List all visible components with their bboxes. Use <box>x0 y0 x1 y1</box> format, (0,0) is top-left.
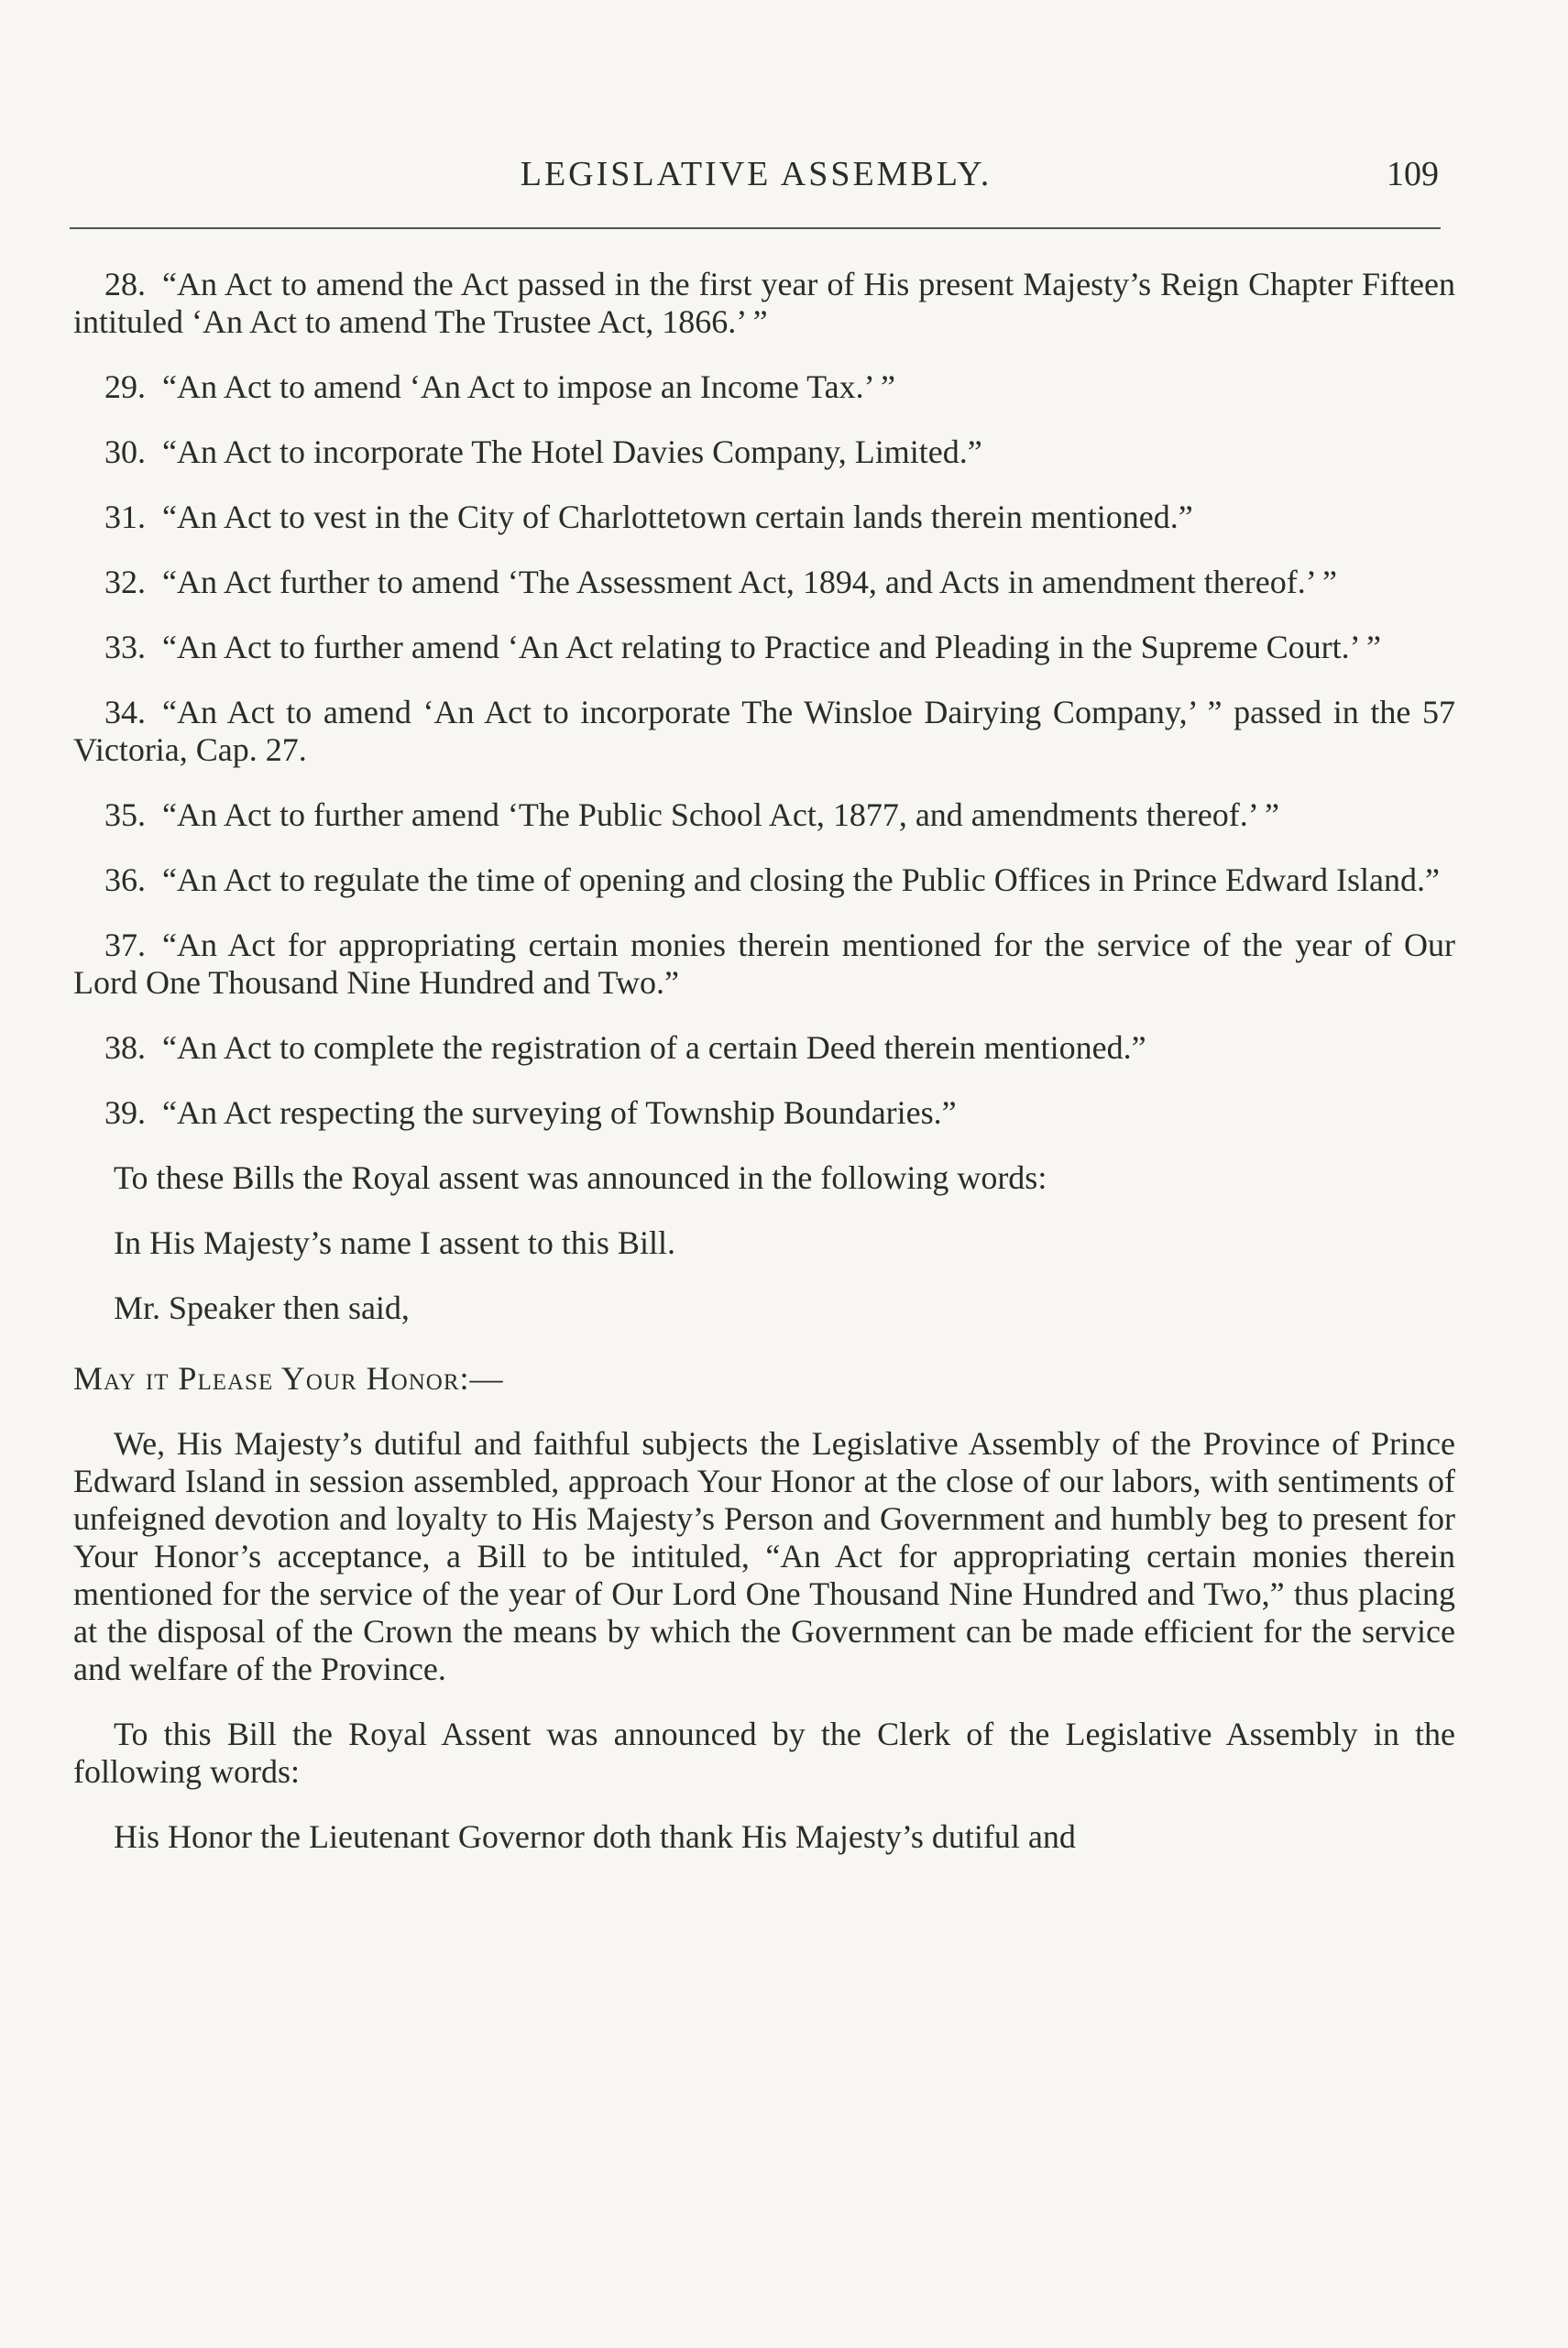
bill-number: 30. <box>104 433 146 470</box>
bill-title: “An Act to amend ‘An Act to impose an Income Tax.’ ” <box>162 368 895 405</box>
bill-title: “An Act to amend ‘An Act to incorporate The Winsloe Dairying Company,’ ” passed in the 57 Victoria, Cap. 27. <box>73 694 1455 768</box>
bill-title: “An Act to incorporate The Hotel Davies Company, Limited.” <box>162 433 982 470</box>
bill-number: 33. <box>104 629 146 665</box>
final-line: His Honor the Lieutenant Governor doth thank His Majesty’s dutiful and <box>114 1818 1076 1855</box>
bill-number: 38. <box>104 1029 146 1066</box>
bill-entry <box>73 368 1455 406</box>
bill-title: “An Act to further amend ‘An Act relating to Practice and Pleading in the Supreme Court.’ ” <box>162 629 1381 665</box>
bill-entry <box>73 1094 1455 1132</box>
bill-number: 35. <box>104 796 146 833</box>
address-heading: May it Please Your Honor:— <box>73 1360 504 1397</box>
speaker-line: Mr. Speaker then said, <box>114 1289 410 1326</box>
assent-intro: To these Bills the Royal assent was announced in the following words: <box>114 1159 1047 1196</box>
bill-number: 32. <box>104 564 146 600</box>
bill-title: “An Act to regulate the time of opening and closing the Public Offices in Prince Edward Island.” <box>162 861 1440 898</box>
bill-number: 28. <box>104 266 146 302</box>
bill-entry <box>73 266 1455 341</box>
page-header <box>73 154 1439 200</box>
bill-number: 34. <box>104 694 146 730</box>
bill-number: 39. <box>104 1094 146 1131</box>
bill-title: “An Act to further amend ‘The Public School Act, 1877, and amendments thereof.’ ” <box>162 796 1279 833</box>
bill-number: 36. <box>104 861 146 898</box>
page-body <box>73 266 1455 1883</box>
bill-title: “An Act for appropriating certain monies therein mentioned for the service of the year of Our Lord One Thousand Nine Hundred and Two.” <box>73 927 1455 1001</box>
bill-entry <box>73 629 1455 666</box>
bill-entry <box>73 499 1455 536</box>
header-rule <box>70 227 1441 229</box>
page-number: 109 <box>1387 155 1439 193</box>
clerk-intro: To this Bill the Royal Assent was announced by the Clerk of the Legislative Assembly in the following words: <box>73 1716 1455 1790</box>
bill-entry <box>73 433 1455 471</box>
bill-title: “An Act further to amend ‘The Assessment Act, 1894, and Acts in amendment thereof.’ ” <box>162 564 1337 600</box>
assent-words: In His Majesty’s name I assent to this Bill. <box>114 1224 675 1261</box>
bill-title: “An Act to complete the registration of a certain Deed therein mentioned.” <box>162 1029 1146 1066</box>
bill-entry <box>73 1029 1455 1067</box>
bill-number: 31. <box>104 499 146 535</box>
address-paragraph: We, His Majesty’s dutiful and faithful subjects the Legislative Assembly of the Province of Prince Edward Island in session assembled, approach Your Honor at the close of our labors, with sentiments of unfeigned devotion and loyalty to His Majesty’s Person and Government and humbly beg to present for Your Honor’s acceptance, a Bill to be intituled, “An Act for appropriating certain monies therein mentioned for the service of the year of Our Lord One Thousand Nine Hundred and Two,” thus placing at the disposal of the Crown the means by which the Government can be made efficient for the service and welfare of the Province. <box>73 1425 1455 1687</box>
bill-number: 37. <box>104 927 146 963</box>
bill-entry <box>73 861 1455 899</box>
bill-entry <box>73 927 1455 1002</box>
bill-entry <box>73 694 1455 769</box>
bill-title: “An Act to amend the Act passed in the first year of His present Majesty’s Reign Chapter Fifteen intituled ‘An Act to amend The Trustee Act, 1866.’ ” <box>73 266 1455 340</box>
bill-title: “An Act respecting the surveying of Township Boundaries.” <box>162 1094 957 1131</box>
bill-title: “An Act to vest in the City of Charlottetown certain lands therein mentioned.” <box>162 499 1193 535</box>
bill-number: 29. <box>104 368 146 405</box>
running-head: LEGISLATIVE ASSEMBLY. <box>520 155 992 193</box>
bill-entry <box>73 796 1455 834</box>
bill-entry <box>73 564 1455 601</box>
